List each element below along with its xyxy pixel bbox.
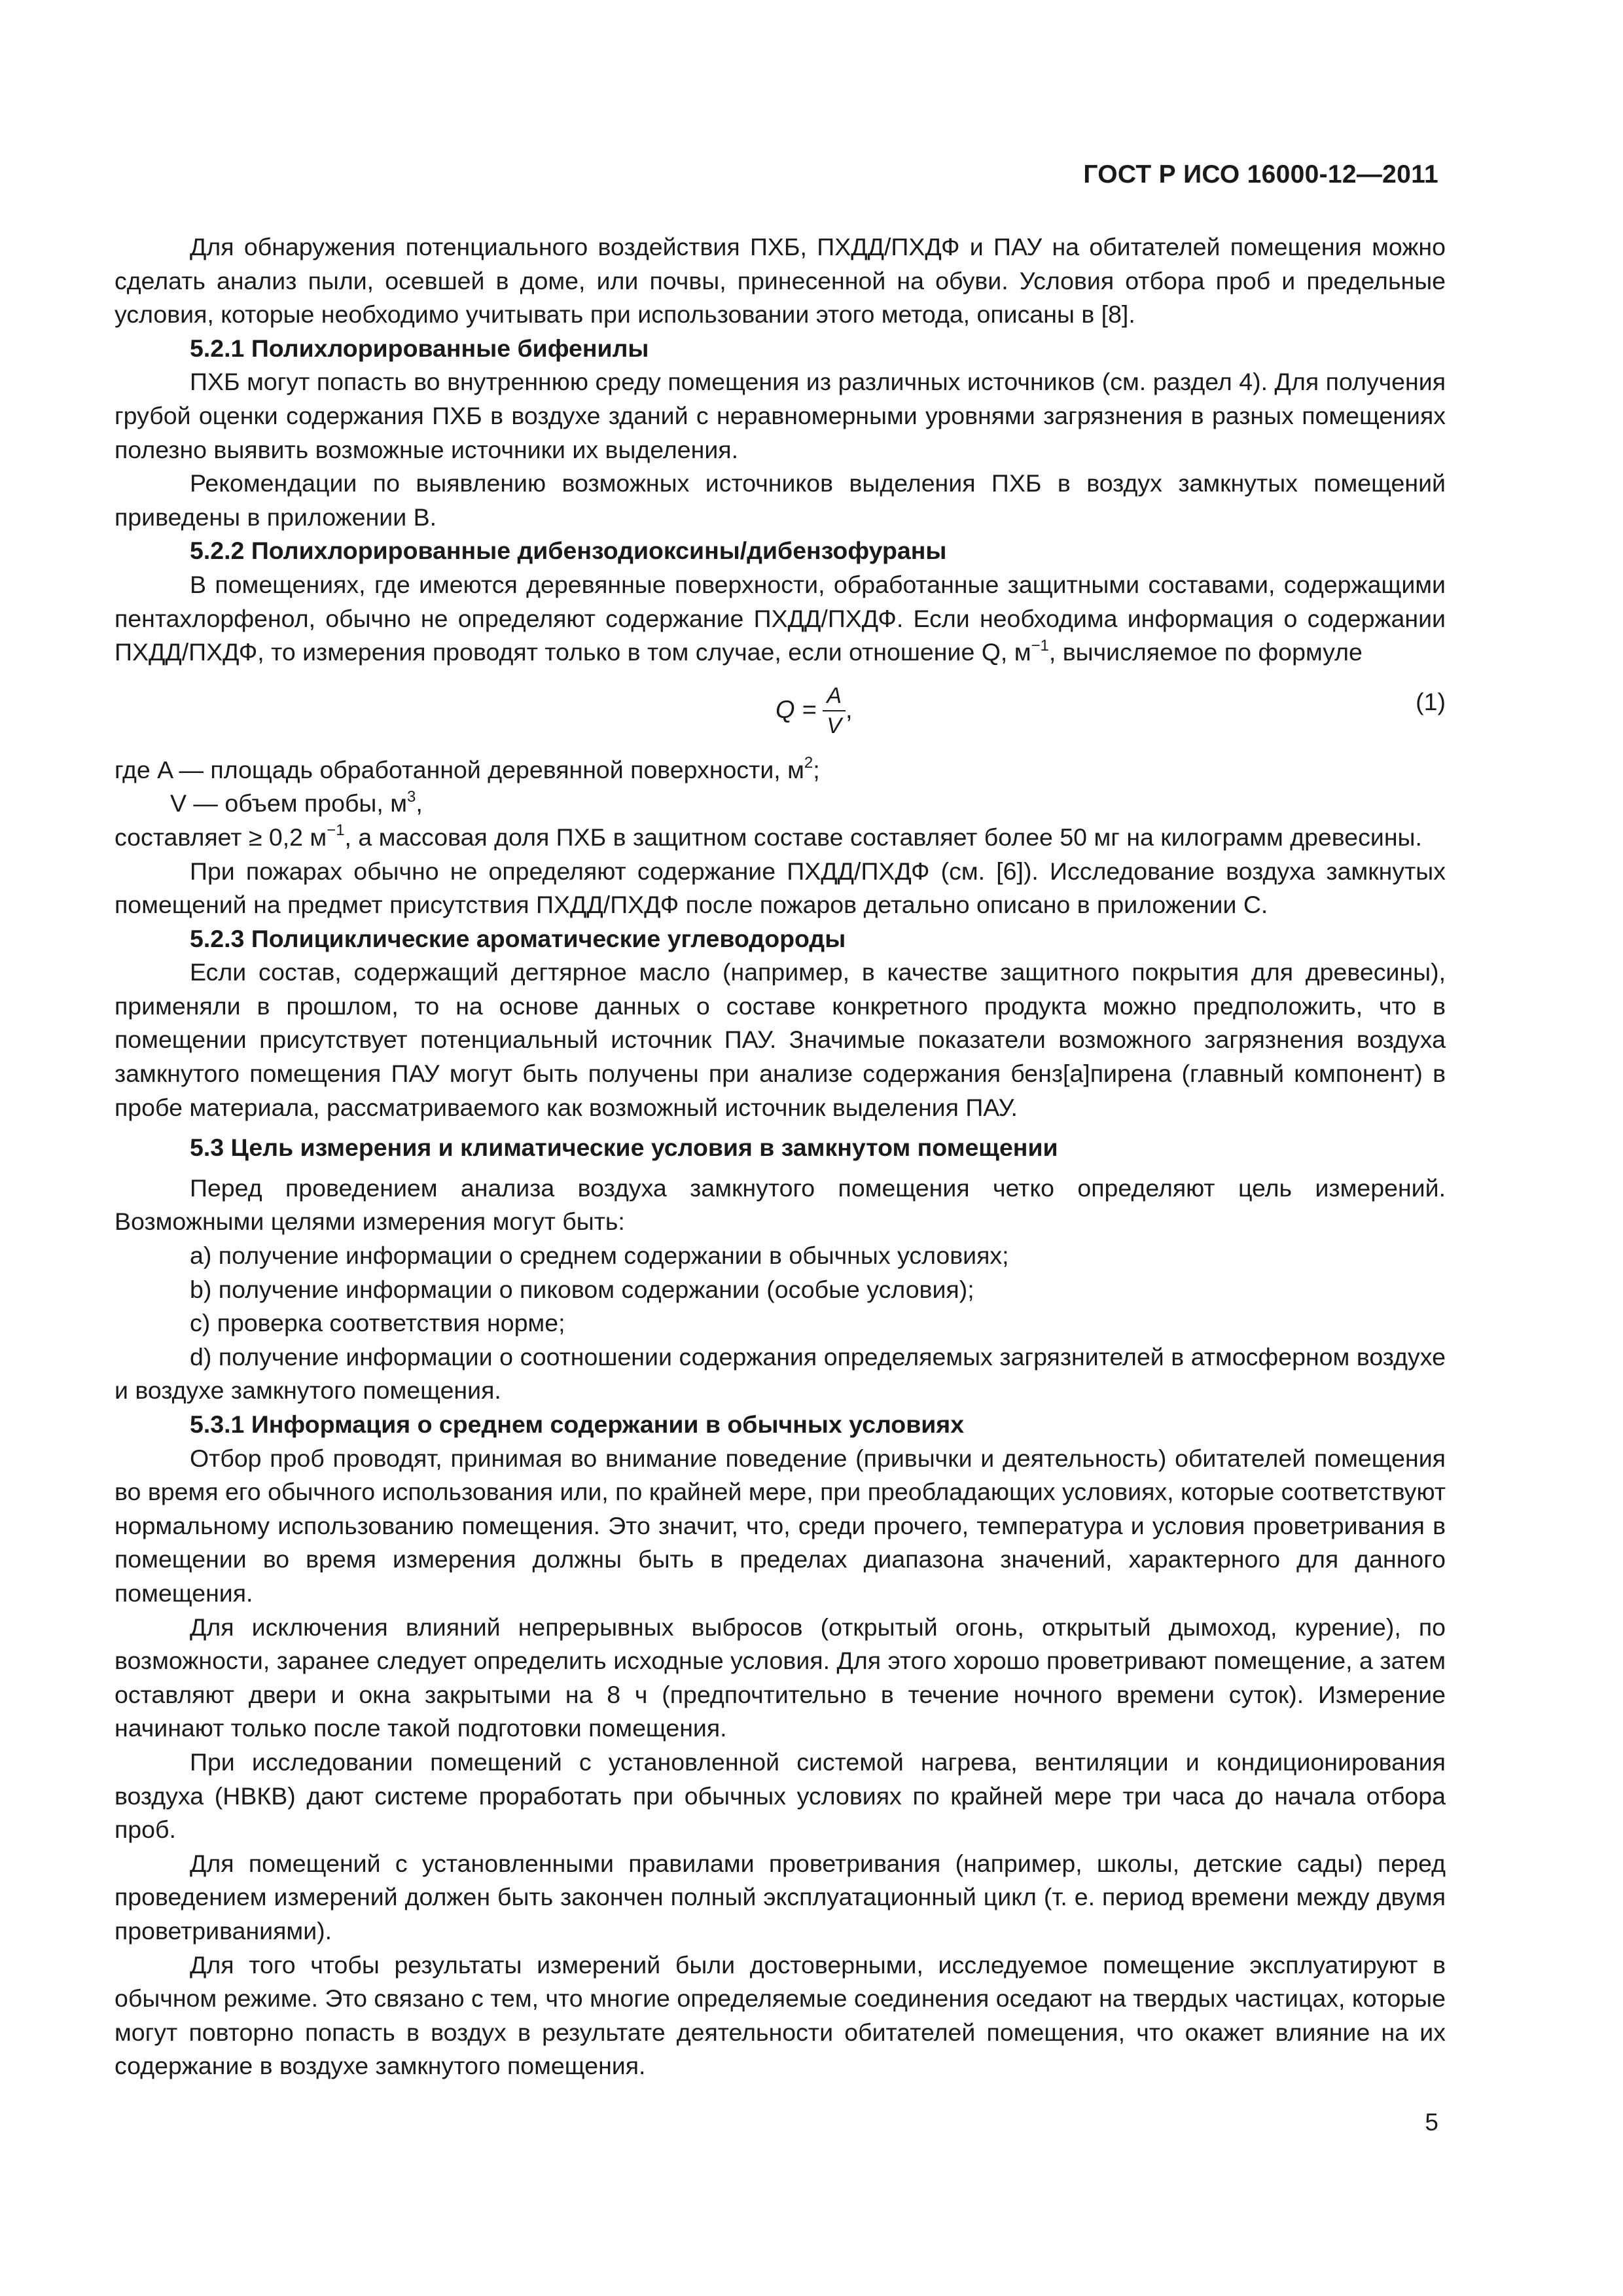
list-item: d) получение информации о соотношении содержания определяемых загрязнителей в атмосферном воздухе и воздухе замкнутого помещения. — [115, 1342, 1446, 1405]
paragraph: Перед проведением анализа воздуха замкнутого помещения четко определяют цель измерений. Возможными целями измерения могут быть: — [115, 1174, 1446, 1236]
paragraph: ПХБ могут попасть во внутреннюю среду помещения из различных источников (см. раздел 4). Для получения грубой оценки содержания ПХБ в воздухе зданий с неравномерными уровнями загрязнения в разных помещениях полезно выявить возможные источники их выделения. — [115, 368, 1446, 463]
heading-5-2-2: 5.2.2 Полихлорированные дибензодиоксины/дибензофураны — [190, 537, 947, 565]
where-a: где A — площадь обработанной деревянной поверхности, $м^2$; — [115, 754, 820, 783]
equation-number: (1) — [1416, 687, 1446, 715]
paragraph: В помещениях, где имеются деревянные поверхности, обработанные защитными составами, содержащими пентахлорфенол, обычно не определяют содержание ПХДД/ПХДФ. Если необходима информация о содержании ПХДД/ПХДФ, то измерения проводят только в том случае, если отношение Q, $м^{-1}$, вычисляемое по формуле — [115, 570, 1446, 666]
formula-denominator: V — [827, 713, 842, 738]
where-v: V — объем пробы, $м^3$, — [170, 787, 423, 817]
heading-5-3: 5.3 Цель измерения и климатические условия в замкнутом помещении — [190, 1134, 1058, 1162]
formula-lhs: Q = — [776, 696, 817, 724]
formula-fraction — [823, 681, 846, 740]
document-body — [115, 230, 1446, 2083]
document-code: ГОСТ Р ИСО 16000-12—2011 — [1083, 160, 1438, 188]
list-item: a) получение информации о среднем содержании в обычных условиях; — [190, 1242, 1009, 1270]
heading-5-2-1: 5.2.1 Полихлорированные бифенилы — [190, 334, 649, 362]
formula — [776, 681, 853, 740]
paragraph: Для исключения влияний непрерывных выбросов (открытый огонь, открытый дымоход, курение), по возможности, заранее следует определить исходные условия. Для этого хорошо проветривают помещение, а затем оставляют двери и окна закрытыми на 8 ч (предпочтительно в течение ночного времени суток). Измерение начинают только после такой подготовки помещения. — [115, 1613, 1446, 1742]
formula-tail: , — [846, 696, 853, 724]
page-number: 5 — [1425, 2109, 1438, 2136]
paragraph: Если состав, содержащий дегтярное масло (например, в качестве защитного покрытия для древесины), применяли в прошлом, то на основе данных о составе конкретного продукта можно предположить, что в помещении присутствует потенциальный источник ПАУ. Значимые показатели возможного загрязнения воздуха замкнутого помещения ПАУ могут быть получены при анализе содержания бенз[а]пирена (главный компонент) в пробе материала, рассматриваемого как возможный источник выделения ПАУ. — [115, 958, 1446, 1121]
paragraph: Для того чтобы результаты измерений были достоверными, исследуемое помещение эксплуатируют в обычном режиме. Это связано с тем, что многие определяемые соединения оседают на твердых частицах, которые могут повторно попасть в воздух в результате деятельности обитателей помещения, что окажет влияние на их содержание в воздухе замкнутого помещения. — [115, 1950, 1446, 2080]
list-item: c) проверка соответствия норме; — [190, 1309, 565, 1337]
paragraph: При исследовании помещений с установленной системой нагрева, вентиляции и кондиционирования воздуха (НВКВ) дают системе проработать при обычных условиях по крайней мере три часа до начала отбора проб. — [115, 1748, 1446, 1844]
paragraph: При пожарах обычно не определяют содержание ПХДД/ПХДФ (см. [6]). Исследование воздуха замкнутых помещений на предмет присутствия ПХДД/ПХДФ после пожаров детально описано в приложении С. — [115, 857, 1446, 919]
condition-paragraph: составляет ≥ 0,2 $м^{-1}$, а массовая доля ПХБ в защитном составе составляет более 50 мг на килограмм древесины. — [115, 821, 1422, 851]
intro-paragraph: Для обнаружения потенциального воздействия ПХБ, ПХДД/ПХДФ и ПАУ на обитателей помещения можно сделать анализ пыли, осевшей в доме, или почвы, принесенной на обуви. Условия отбора проб и предельные условия, которые необходимо учитывать при использовании этого метода, описаны в [8]. — [115, 233, 1446, 329]
formula-numerator: A — [823, 681, 846, 711]
list-item: b) получение информации о пиковом содержании (особые условия); — [190, 1275, 974, 1303]
heading-5-2-3: 5.2.3 Полициклические ароматические углеводороды — [190, 924, 846, 952]
paragraph: Для помещений с установленными правилами проветривания (например, школы, детские сады) перед проведением измерений должен быть закончен полный эксплуатационный цикл (т. е. период времени между двумя проветриваниями). — [115, 1849, 1446, 1945]
paragraph: Рекомендации по выявлению возможных источников выделения ПХБ в воздух замкнутых помещений приведены в приложении В. — [115, 469, 1446, 531]
heading-5-3-1: 5.3.1 Информация о среднем содержании в обычных условиях — [190, 1410, 965, 1438]
paragraph: Отбор проб проводят, принимая во внимание поведение (привычки и деятельность) обитателей помещения во время его обычного использования или, по крайней мере, при преобладающих условиях, которые соответствуют нормальному использованию помещения. Это значит, что, среди прочего, температура и условия проветривания в помещении во время измерения должны быть в пределах диапазона значений, характерного для данного помещения. — [115, 1444, 1446, 1607]
formula-block — [115, 670, 1446, 753]
